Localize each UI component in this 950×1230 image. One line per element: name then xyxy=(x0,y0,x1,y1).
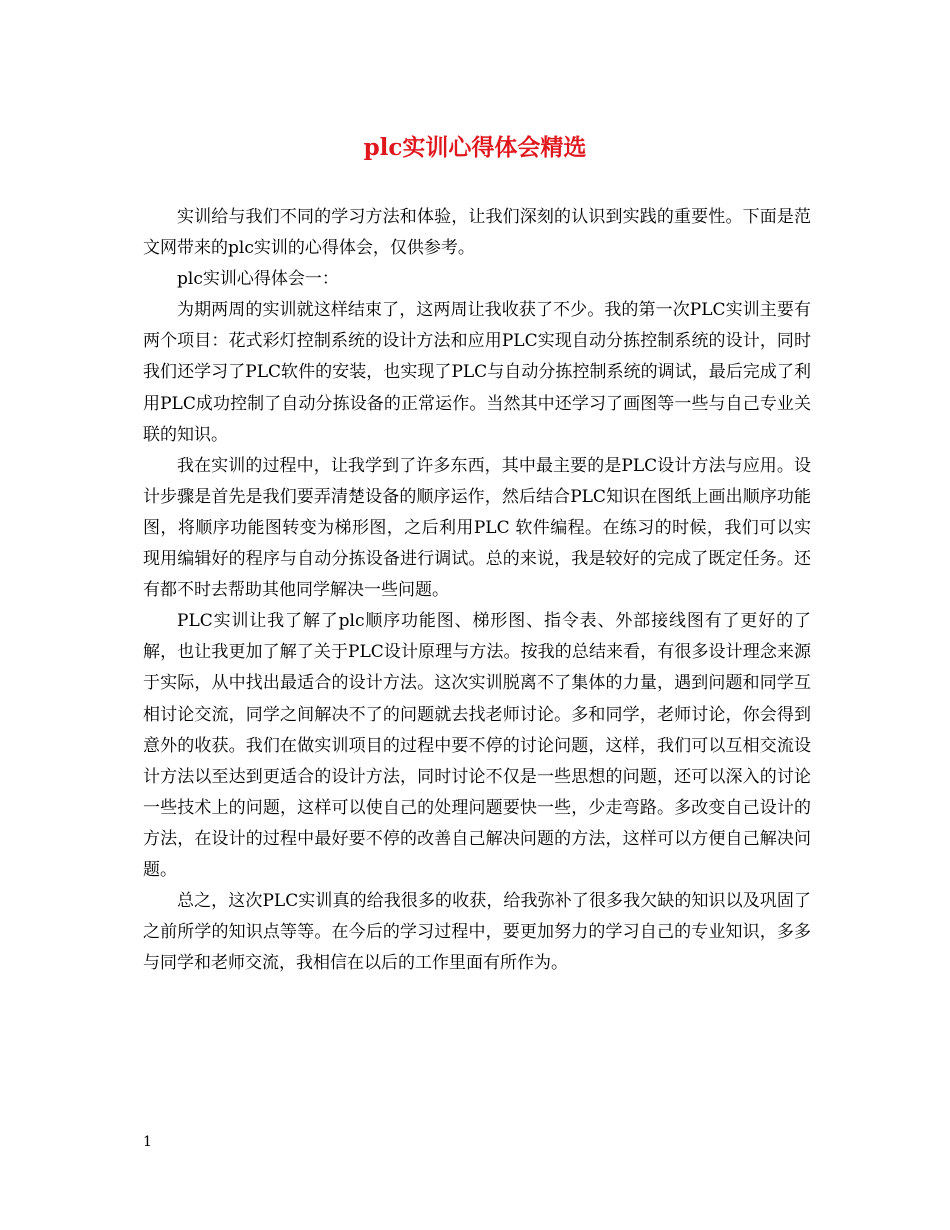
paragraph: 总之，这次PLC实训真的给我很多的收获，给我弥补了很多我欠缺的知识以及巩固了之前所学的知识点等等。在今后的学习过程中，要更加努力的学习自己的专业知识，多多与同学和老师交流，我相信在以后的工作里面有所作为。 xyxy=(143,891,811,974)
paragraph: 我在实训的过程中，让我学到了许多东西，其中最主要的是PLC设计方法与应用。设计步骤是首先是我们要弄清楚设备的顺序运作，然后结合PLC知识在图纸上画出顺序功能图，将顺序功能图转变为梯形图，之后利用PLC 软件编程。在练习的时候，我们可以实现用编辑好的程序与自动分拣设备进行调试。总的来说，我是较好的完成了既定任务。还有都不时去帮助其他同学解决一些问题。 xyxy=(143,455,811,601)
document-body xyxy=(143,202,811,979)
paragraph: 为期两周的实训就这样结束了，这两周让我收获了不少。我的第一次PLC实训主要有两个项目：花式彩灯控制系统的设计方法和应用PLC实现自动分拣控制系统的设计，同时我们还学习了PLC软件的安装，也实现了PLC与自动分拣控制系统的调试，最后完成了利用PLC成功控制了自动分拣设备的正常运作。当然其中还学习了画图等一些与自己专业关联的知识。 xyxy=(143,300,811,445)
section-heading: plc实训心得体会一： xyxy=(177,269,339,290)
paragraph-intro: 实训给与我们不同的学习方法和体验，让我们深刻的认识到实践的重要性。下面是范文网带来的plc实训的心得体会，仅供参考。 xyxy=(143,207,811,259)
page-number: 1 xyxy=(143,1134,152,1150)
document-title: plc实训心得体会精选 xyxy=(363,134,587,161)
paragraph: PLC实训让我了解了plc顺序功能图、梯形图、指令表、外部接线图有了更好的了解，也让我更加了解了关于PLC设计原理与方法。按我的总结来看，有很多设计理念来源于实际，从中找出最适合的设计方法。这次实训脱离不了集体的力量，遇到问题和同学互相讨论交流，同学之间解决不了的问题就去找老师讨论。多和同学，老师讨论，你会得到意外的收获。我们在做实训项目的过程中要不停的讨论问题，这样，我们可以互相交流设计方法以至达到更适合的设计方法，同时讨论不仅是一些思想的问题，还可以深入的讨论一些技术上的问题，这样可以使自己的处理问题要快一些，少走弯路。多改变自己设计的方法，在设计的过程中最好要不停的改善自己解决问题的方法，这样可以方便自己解决问题。 xyxy=(143,611,811,880)
